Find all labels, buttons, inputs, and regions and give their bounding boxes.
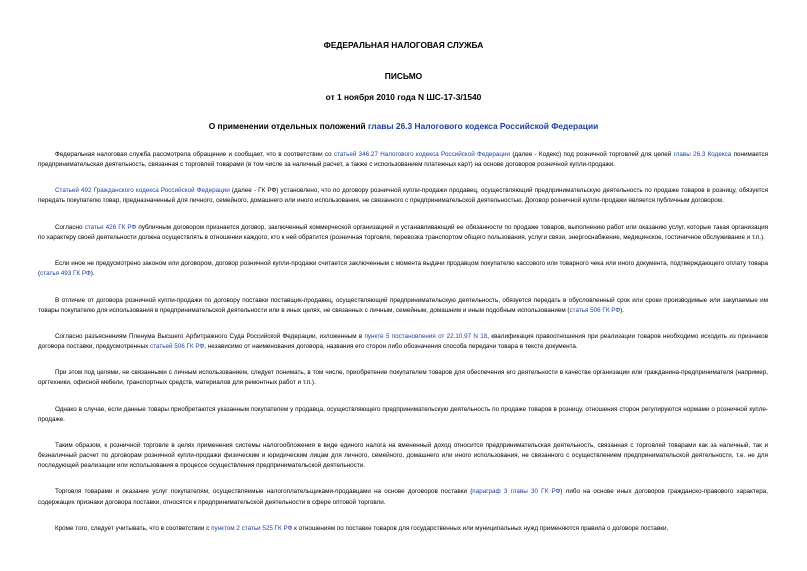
legal-reference-link[interactable]: главы 26.3 Кодекса: [673, 151, 732, 158]
legal-reference-link[interactable]: пункте 5 постановления от 22.10.97 N 18: [364, 332, 488, 340]
agency-heading: ФЕДЕРАЛЬНАЯ НАЛОГОВАЯ СЛУЖБА: [323, 40, 484, 50]
paragraph-text: Однако в случае, если данные товары приобретаются указанным покупателем у продавца, осуществляющего предпринимательскую деятельность по продаже товаров в розницу, отношения сторон регулируются нормами о розничной купле-продаже.: [38, 405, 768, 423]
paragraph-text: , независимо от наименования договора, названия его сторон либо обозначения способа передачи товара в тексте документа.: [204, 342, 578, 350]
paragraph-text: понимается предпринимательская деятельность, связанная с торговлей товарами (в том числе за наличный расчет, а также с использованием платежных карт) на основе договоров розничной купли-продажи.: [38, 151, 768, 169]
document-type-heading: ПИСЬМО: [384, 71, 423, 81]
paragraph-text: Согласно разъяснениям Пленума Высшего Арбитражного Суда Российской Федерации, изложенным в: [55, 332, 365, 340]
paragraph: [38, 368, 768, 388]
paragraph-text: Если иное не предусмотрено законом или договором, договор розничной купли-продажи считается заключенным с момента выдачи продавцом покупателю кассового или товарного чека или иного документа, подтверждающего оплату товара (: [38, 260, 768, 278]
paragraph-text: (далее - ГК РФ) установлено, что по договору розничной купли-продажи продавец, осуществляющий предпринимательскую деятельность по продаже товаров в розницу, обязуется передать покупателю товар, предназначенный для личного, семейного, домашнего или иного использования, не связанного с предпринимательской деятельностью. Договор розничной купли-продажи является публичным договором.: [38, 187, 768, 205]
legal-reference-link[interactable]: статьей 506 ГК РФ: [150, 342, 205, 350]
paragraph-text: Согласно: [55, 223, 85, 231]
legal-reference-link[interactable]: Статьей 492 Гражданского кодекса Российской Федерации: [55, 187, 230, 195]
legal-reference-link[interactable]: статья 493 ГК РФ: [40, 270, 91, 278]
letter-body: [38, 150, 768, 550]
paragraph-text: к отношениям по поставке товаров для государственных или муниципальных нужд применяются правила о договоре поставки,: [292, 524, 669, 532]
paragraph-text: (далее - Кодекс) под розничной торговлей для целей: [510, 151, 674, 158]
legal-reference-link[interactable]: статьей 346.27 Налогового кодекса Российской Федерации: [333, 151, 511, 158]
subject-prefix: О применении отдельных положений: [208, 121, 369, 131]
paragraph-text: ) либо на основе иных договоров гражданско-правового характера, содержащих признаки договора поставки, относятся к предпринимательской деятельности в сфере оптовой торговли.: [38, 488, 768, 506]
legal-reference-link[interactable]: параграф 3 главы 30 ГК РФ: [472, 488, 561, 496]
paragraph-text: , квалификация правоотношения при реализации товаров необходимо исходить из признаков договора поставки, предусмотренных: [38, 332, 769, 350]
date-number-heading: от 1 ноября 2010 года N ШС-17-3/1540: [325, 92, 482, 102]
paragraph-text: ).: [90, 270, 95, 278]
legal-reference-link[interactable]: статье 426 ГК РФ: [84, 223, 137, 231]
paragraph-text: Кроме того, следует учитывать, что в соответствии с: [55, 524, 212, 532]
paragraph: [38, 296, 768, 316]
paragraph: [38, 524, 768, 534]
paragraph: [38, 259, 768, 279]
paragraph: [38, 332, 768, 352]
paragraph-text: Таким образом, к розничной торговле в целях применения системы налогообложения в виде единого налога на вмененный доход относится предпринимательская деятельность, связанная с торговлей товарами как за наличный, так и безналичный расчет по договорам розничной купли-продажи физическим и юридическим лицам для личного, семейного, домашнего или иного использования, не связанного с осуществлением предпринимательской деятельности, т.е. не для последующей реализации или использования в процессе осуществления предпринимательской деятельности.: [38, 442, 768, 470]
paragraph-text: публичным договором признается договор, заключенный коммерческой организацией и устанавливающий ее обязанности по продаже товаров, выполнению работ или оказанию услуг, которые такая организация по характеру своей деятельности должна осуществлять в отношении каждого, кто к ней обратится (розничная торговля, перевозка транспортом общего пользования, услуги связи, энергоснабжение, медицинское, гостиничное обслуживание и т.п.).: [38, 223, 768, 241]
letter-subject: [0, 121, 807, 131]
paragraph: [38, 441, 768, 471]
paragraph-text: Федеральная налоговая служба рассмотрела обращение и сообщает, что в соответствии со: [55, 151, 334, 158]
paragraph-text: ).: [620, 306, 625, 314]
paragraph: [38, 186, 768, 206]
paragraph: [38, 405, 768, 425]
paragraph: [38, 150, 768, 170]
paragraph: [38, 487, 768, 507]
subject-link[interactable]: главы 26.3 Налогового кодекса Российской Федерации: [368, 121, 599, 131]
paragraph-text: В отличие от договора розничной купли-продажи по договору поставки поставщик-продавец, осуществляющий предпринимательскую деятельность, обязуется передать в обусловленный срок или сроки производимые или закупаемые им товары покупателю для использования в предпринимательской деятельности или в иных целях, не связанных с личным, семейным, домашним и иным подобным использованием (: [38, 296, 768, 314]
paragraph: [38, 223, 768, 243]
paragraph-text: При этом под целями, не связанными с личным использованием, следует понимать, в том числе, приобретение покупателем товаров для обеспечения его деятельности в качестве организации или гражданина-предпринимателя (например, оргтехники, офисной мебели, транспортных средств, материалов для ремонтных работ и т.п.).: [38, 369, 768, 387]
legal-reference-link[interactable]: статья 506 ГК РФ: [569, 306, 621, 314]
legal-reference-link[interactable]: пунктом 2 статьи 525 ГК РФ: [211, 524, 293, 532]
paragraph-text: Торговля товарами и оказание услуг покупателям, осуществляемые налогоплательщиками-продавцами на основе договоров поставки (: [55, 488, 473, 496]
